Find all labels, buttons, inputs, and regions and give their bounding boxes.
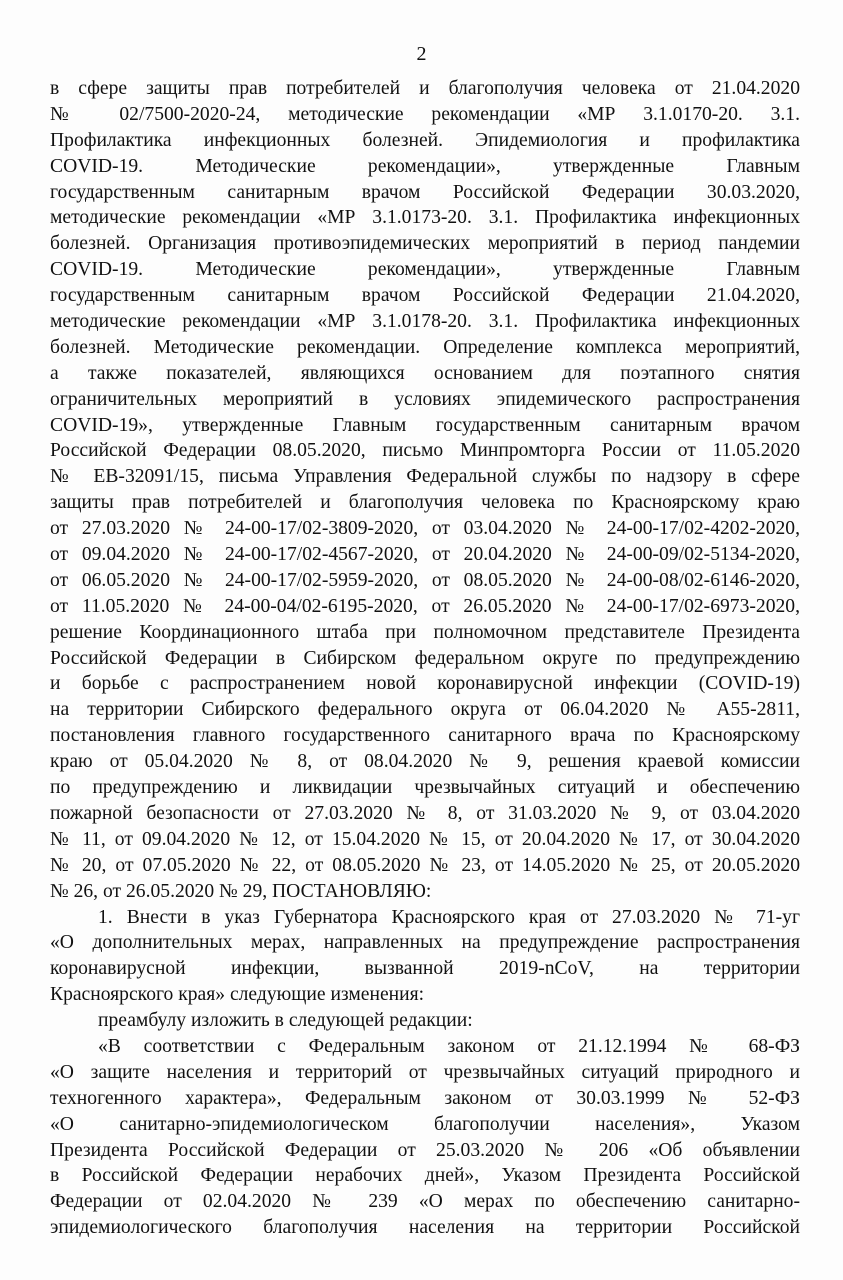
text-line: решение Координационного штаба при полномочном представителе Президента	[50, 621, 800, 643]
text-line: Президента Российской Федерации от 25.03.2020 № 206 «Об объявлении	[50, 1139, 800, 1161]
text-line: в Российской Федерации нерабочих дней», Указом Президента Российской	[50, 1165, 800, 1187]
text-line: № ЕВ-32091/15, письма Управления Федеральной службы по надзору в сфере	[50, 466, 800, 488]
text-line: государственным санитарным врачом Российской Федерации 30.03.2020,	[50, 181, 800, 203]
text-line: методические рекомендации «МР 3.1.0178-20. 3.1. Профилактика инфекционных	[50, 311, 800, 333]
text-line: методические рекомендации «МР 3.1.0173-20. 3.1. Профилактика инфекционных	[50, 207, 800, 229]
text-line: от 11.05.2020 № 24-00-04/02-6195-2020, от 26.05.2020 № 24-00-17/02-6973-2020,	[50, 595, 800, 617]
text-line: COVID-19. Методические рекомендации», утвержденные Главным	[50, 155, 800, 177]
text-line: на территории Сибирского федерального округа от 06.04.2020 № А55-2811,	[50, 699, 800, 721]
text-line: защиты прав потребителей и благополучия человека по Красноярскому краю	[50, 492, 800, 514]
text-line: Красноярского края» следующие изменения:	[50, 984, 425, 1006]
text-line: а также показателей, являющихся основанием для поэтапного снятия	[50, 362, 800, 384]
text-line: Российской Федерации 08.05.2020, письмо Минпромторга России от 11.05.2020	[50, 440, 800, 462]
text-line: «О санитарно-эпидемиологическом благополучии населения», Указом	[50, 1113, 800, 1135]
text-line: № 20, от 07.05.2020 № 22, от 08.05.2020 № 23, от 14.05.2020 № 25, от 20.05.2020	[50, 854, 800, 876]
text-line: № 02/7500-2020-24, методические рекомендации «МР 3.1.0170-20. 3.1.	[50, 103, 800, 125]
text-line: коронавирусной инфекции, вызванной 2019-nCoV, на территории	[50, 958, 800, 980]
text-line: по предупреждению и ликвидации чрезвычайных ситуаций и обеспечению	[50, 777, 800, 799]
text-line: «О дополнительных мерах, направленных на предупреждение распространения	[50, 932, 800, 954]
text-line: Профилактика инфекционных болезней. Эпидемиология и профилактика	[50, 129, 800, 151]
text-line: краю от 05.04.2020 № 8, от 08.04.2020 № 9, решения краевой комиссии	[50, 751, 800, 773]
text-line: 1. Внести в указ Губернатора Красноярского края от 27.03.2020 № 71-уг	[98, 906, 800, 928]
text-line: COVID-19. Методические рекомендации», утвержденные Главным	[50, 259, 800, 281]
text-line: болезней. Организация противоэпидемических мероприятий в период пандемии	[50, 233, 800, 255]
text-line: постановления главного государственного санитарного врача по Красноярскому	[50, 725, 800, 747]
text-line: COVID-19», утвержденные Главным государственным санитарным врачом	[50, 414, 800, 436]
text-line: болезней. Методические рекомендации. Определение комплекса мероприятий,	[50, 336, 800, 358]
text-line: ограничительных мероприятий в условиях эпидемического распространения	[50, 388, 800, 410]
text-line: Федерации от 02.04.2020 № 239 «О мерах по обеспечению санитарно-	[50, 1191, 800, 1213]
text-line: техногенного характера», Федеральным законом от 30.03.1999 № 52-ФЗ	[50, 1087, 800, 1109]
text-line: и борьбе с распространением новой коронавирусной инфекции (COVID-19)	[50, 673, 800, 695]
text-line: № 26, от 26.05.2020 № 29, ПОСТАНОВЛЯЮ:	[50, 880, 432, 902]
document-body	[50, 76, 800, 1241]
text-line: «В соответствии с Федеральным законом от 21.12.1994 № 68-ФЗ	[98, 1035, 800, 1057]
page-number: 2	[416, 43, 427, 65]
text-line: от 27.03.2020 № 24-00-17/02-3809-2020, от 03.04.2020 № 24-00-17/02-4202-2020,	[50, 518, 800, 540]
text-line: преамбулу изложить в следующей редакции:	[98, 1010, 473, 1032]
text-line: от 06.05.2020 № 24-00-17/02-5959-2020, от 08.05.2020 № 24-00-08/02-6146-2020,	[50, 569, 800, 591]
text-line: «О защите населения и территорий от чрезвычайных ситуаций природного и	[50, 1061, 800, 1083]
text-line: № 11, от 09.04.2020 № 12, от 15.04.2020 № 15, от 20.04.2020 № 17, от 30.04.2020	[50, 828, 800, 850]
text-line: от 09.04.2020 № 24-00-17/02-4567-2020, от 20.04.2020 № 24-00-09/02-5134-2020,	[50, 544, 800, 566]
text-line: эпидемиологического благополучия населения на территории Российской	[50, 1217, 800, 1239]
text-line: Российской Федерации в Сибирском федеральном округе по предупреждению	[50, 647, 800, 669]
text-line: пожарной безопасности от 27.03.2020 № 8, от 31.03.2020 № 9, от 03.04.2020	[50, 802, 800, 824]
text-line: государственным санитарным врачом Российской Федерации 21.04.2020,	[50, 285, 800, 307]
text-line: в сфере защиты прав потребителей и благополучия человека от 21.04.2020	[50, 78, 800, 99]
